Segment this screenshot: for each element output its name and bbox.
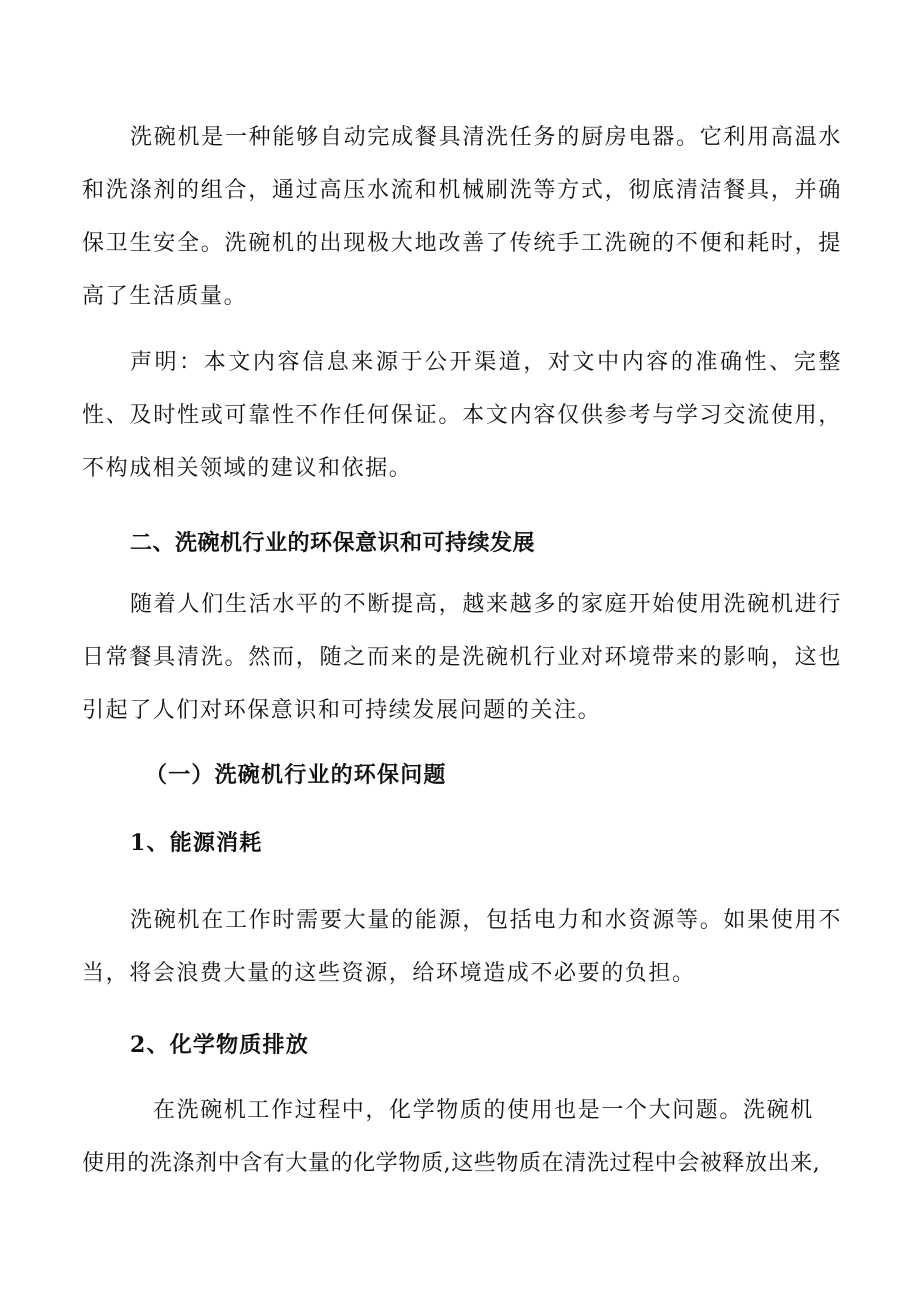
section-intro-paragraph: 随着人们生活水平的不断提高，越来越多的家庭开始使用洗碗机进行日常餐具清洗。然而，随之而来的是洗碗机行业对环境带来的影响，这也引起了人们对环保意识和可持续发展问题的关注。	[82, 592, 842, 723]
item2-paragraph-line2: 使用的洗涤剂中含有大量的化学物质,这些物质在清洗过程中会被释放出来,	[82, 1151, 821, 1176]
item2-paragraph-line1: 在洗碗机工作过程中，化学物质的使用也是一个大问题。洗碗机	[153, 1098, 814, 1123]
subsection-title: （一）洗碗机行业的环保问题	[145, 762, 447, 788]
item1-paragraph: 洗碗机在工作时需要大量的能源，包括电力和水资源等。如果使用不当，将会浪费大量的这些资源，给环境造成不必要的负担。	[82, 908, 842, 986]
disclaimer-paragraph: 声明：本文内容信息来源于公开渠道，对文中内容的准确性、完整性、及时性或可靠性不作任何保证。本文内容仅供参考与学习交流使用，不构成相关领域的建议和依据。	[82, 350, 842, 481]
section-title: 二、洗碗机行业的环保意识和可持续发展	[130, 531, 536, 556]
intro-paragraph: 洗碗机是一种能够自动完成餐具清洗任务的厨房电器。它利用高温水和洗涤剂的组合，通过高压水流和机械刷洗等方式，彻底清洁餐具，并确保卫生安全。洗碗机的出现极大地改善了传统手工洗碗的不便和耗时，提高了生活质量。	[82, 125, 842, 309]
item2-title: 2、化学物质排放	[130, 1032, 309, 1058]
item1-title: 1、能源消耗	[130, 830, 263, 856]
